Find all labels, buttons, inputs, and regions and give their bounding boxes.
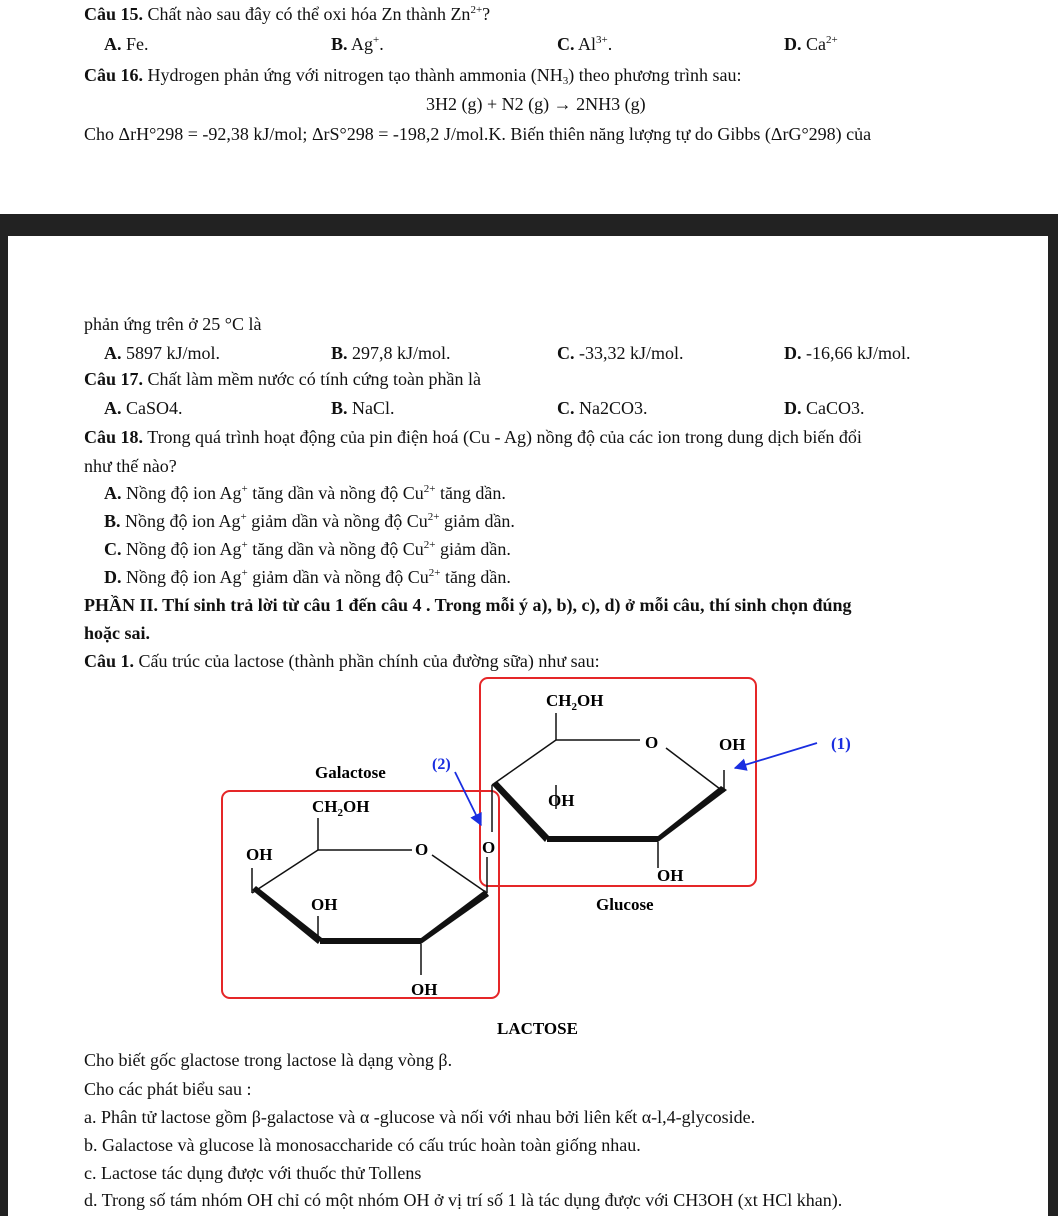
cu-charge: 2+ xyxy=(423,483,436,495)
enthalpy-value: ΔrH°298 = -92,38 kJ/mol; xyxy=(118,124,308,144)
option-text: -16,66 kJ/mol. xyxy=(806,343,911,363)
option-text: CaSO4. xyxy=(126,398,183,418)
galactose-label: Galactose xyxy=(315,763,386,782)
option-letter: B. xyxy=(104,511,121,531)
glucose-label: Glucose xyxy=(596,895,654,914)
glycosidic-oxygen: O xyxy=(482,838,496,857)
option-part-1: Nồng độ ion Ag xyxy=(126,483,242,503)
q16-text-2: ) theo phương trình sau: xyxy=(568,65,742,85)
option-text: Na2CO3. xyxy=(579,398,648,418)
galactose-ch2oh-label: $CH_2OH$ xyxy=(312,797,370,819)
q15-number: Câu 15. xyxy=(84,4,144,24)
option-text: 297,8 kJ/mol. xyxy=(352,343,451,363)
cu-charge: 2+ xyxy=(427,511,440,523)
option-letter: A. xyxy=(104,343,122,363)
galactose-oh-c2: OH xyxy=(411,980,438,999)
glucose-ring-oxygen: O xyxy=(645,733,659,752)
option-part-2: tăng dần và nồng độ Cu xyxy=(252,539,424,559)
arrow-position-1 xyxy=(735,743,817,768)
q18-text-1: Trong quá trình hoạt động của pin điện hoá (Cu - Ag) nồng độ của các ion trong dung dịch biến đổi xyxy=(147,427,862,447)
glucose-oh-c3: OH xyxy=(548,791,575,810)
label-position-1: (1) xyxy=(831,734,851,753)
option-letter: C. xyxy=(104,539,122,559)
option-part-1: Nồng độ ion Ag xyxy=(126,539,242,559)
option-part-3: tăng dần. xyxy=(439,483,506,503)
label-position-2: (2) xyxy=(432,756,451,773)
q17-number: Câu 17. xyxy=(84,369,144,389)
q16-text-1: Hydrogen phản ứng với nitrogen tạo thành ammonia (NH xyxy=(147,65,563,85)
option-part-2: giảm dần và nồng độ Cu xyxy=(252,567,429,587)
option-letter: D. xyxy=(784,398,802,418)
option-part-3: tăng dần. xyxy=(444,567,511,587)
option-end: . xyxy=(379,34,384,54)
c1-intro: Cho các phát biểu sau : xyxy=(84,1079,252,1099)
option-letter: D. xyxy=(104,567,122,587)
option-letter: A. xyxy=(104,398,122,418)
option-end: . xyxy=(607,34,613,54)
glucose-highlight-box xyxy=(480,678,756,886)
option-letter: B. xyxy=(331,343,348,363)
given-tail: Biến thiên năng lượng tự do Gibbs (ΔrG°298) của xyxy=(510,124,872,144)
q16-number: Câu 16. xyxy=(84,65,144,85)
q15-qmark: ? xyxy=(482,4,491,24)
q17-text: Chất làm mềm nước có tính cứng toàn phần là xyxy=(147,369,481,389)
statement-d[interactable]: d. Trong số tám nhóm OH chỉ có một nhóm OH ở vị trí số 1 là tác dụng được với CH3OH (xt HCl khan). xyxy=(84,1190,843,1210)
galactose-oh-c3: OH xyxy=(311,895,338,914)
option-letter: B. xyxy=(331,34,348,54)
part2-heading-line-1: PHẦN II. Thí sinh trả lời từ câu 1 đến câu 4 . Trong mỗi ý a), b), c), d) ở mỗi câu, thí sinh chọn đúng xyxy=(84,595,852,615)
option-letter: B. xyxy=(331,398,348,418)
statement-b[interactable]: b. Galactose và glucose là monosaccharide có cấu trúc hoàn toàn giống nhau. xyxy=(84,1135,641,1155)
option-text: Fe. xyxy=(126,34,149,54)
galactose-ring-oxygen: O xyxy=(415,840,429,859)
option-part-2: tăng dần và nồng độ Cu xyxy=(252,483,424,503)
option-letter: A. xyxy=(104,483,122,503)
option-text: NaCl. xyxy=(352,398,395,418)
option-text: 5897 kJ/mol. xyxy=(126,343,221,363)
q15-charge: 2+ xyxy=(470,4,483,16)
c1-number: Câu 1. xyxy=(84,651,135,671)
glucose-oh-c1: OH xyxy=(719,735,746,754)
glucose-ring xyxy=(492,713,727,868)
q16-subscript: 3 xyxy=(562,75,569,87)
c1-note: Cho biết gốc glactose trong lactose là dạng vòng β. xyxy=(84,1050,453,1070)
arrow-position-2 xyxy=(455,772,481,825)
q18-text-2: như thế nào? xyxy=(84,456,177,476)
option-part-2: giảm dần và nồng độ Cu xyxy=(251,511,428,531)
q16-equation: 3H2 (g) + N2 (g) → 2NH3 (g) xyxy=(426,94,646,114)
option-part-1: Nồng độ ion Ag xyxy=(126,567,242,587)
option-charge: + xyxy=(373,34,380,46)
statement-a[interactable]: a. Phân tử lactose gồm β-galactose và α -glucose và nối với nhau bởi liên kết α-l,4-glycoside. xyxy=(84,1107,756,1127)
statement-c[interactable]: c. Lactose tác dụng được với thuốc thử Tollens xyxy=(84,1163,422,1183)
option-text: Ca xyxy=(806,34,826,54)
option-text: Ag xyxy=(351,34,374,54)
option-text: Al xyxy=(578,34,597,54)
option-letter: C. xyxy=(557,34,575,54)
option-part-1: Nồng độ ion Ag xyxy=(125,511,241,531)
option-letter: A. xyxy=(104,34,122,54)
option-letter: D. xyxy=(784,343,802,363)
option-charge: 3+ xyxy=(596,34,608,46)
galactose-ring xyxy=(252,818,489,975)
option-text: -33,32 kJ/mol. xyxy=(579,343,684,363)
cu-charge: 2+ xyxy=(428,567,441,579)
ag-charge: + xyxy=(241,567,248,579)
option-part-3: giảm dần. xyxy=(439,539,511,559)
option-letter: C. xyxy=(557,398,575,418)
q16-continuation: phản ứng trên ở 25 °C là xyxy=(84,314,262,334)
glucose-ch2oh-label: $CH_2OH$ xyxy=(546,691,604,713)
ag-charge: + xyxy=(241,539,248,551)
option-part-3: giảm dần. xyxy=(443,511,515,531)
q18-number: Câu 18. xyxy=(84,427,144,447)
ag-charge: + xyxy=(241,483,248,495)
galactose-oh-c4: OH xyxy=(246,845,273,864)
part2-heading-line-2: hoặc sai. xyxy=(84,623,151,643)
c1-text: Cấu trúc của lactose (thành phần chính của đường sữa) như sau: xyxy=(138,651,600,671)
given-prefix: Cho xyxy=(84,124,115,144)
cu-charge: 2+ xyxy=(423,539,436,551)
glucose-oh-c2: OH xyxy=(657,866,684,885)
option-charge: 2+ xyxy=(826,34,838,46)
option-letter: D. xyxy=(784,34,802,54)
lactose-title: LACTOSE xyxy=(497,1019,578,1038)
ag-charge: + xyxy=(240,511,247,523)
entropy-value: ΔrS°298 = -198,2 J/mol.K. xyxy=(311,124,506,144)
option-text: CaCO3. xyxy=(806,398,865,418)
option-letter: C. xyxy=(557,343,575,363)
q15-text: Chất nào sau đây có thể oxi hóa Zn thành Zn xyxy=(147,4,471,24)
